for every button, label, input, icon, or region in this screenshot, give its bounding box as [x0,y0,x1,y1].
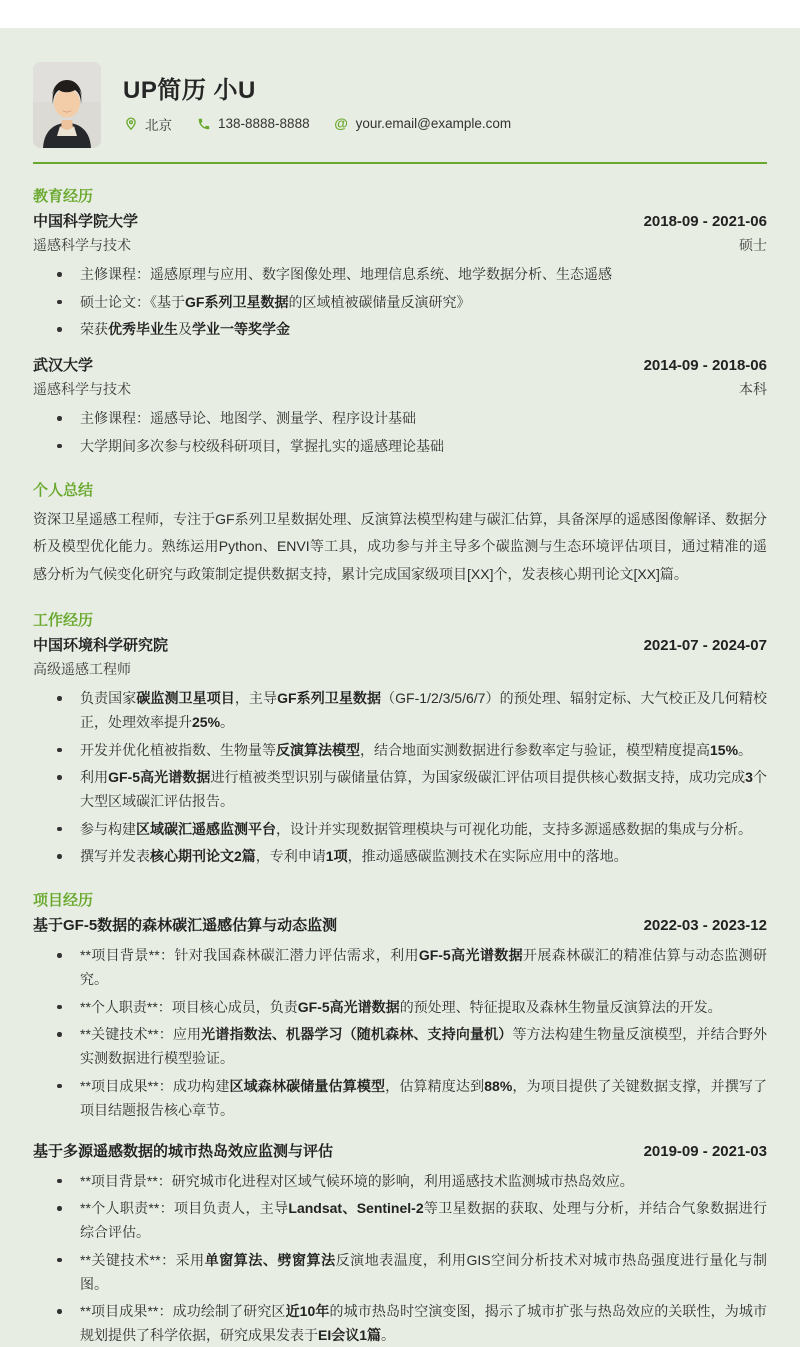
avatar [33,62,101,148]
section-projects [33,892,767,1347]
project-entry [33,1142,767,1347]
bullet-item: **个人职责**：项目核心成员，负责GF-5高光谱数据的预处理、特征提取及森林生物量反演算法的开发。 [33,995,767,1019]
contact-email [334,116,512,131]
phone-icon [196,116,211,131]
bullet-item: **项目背景**：研究城市化进程对区域气候环境的影响，利用遥感技术监测城市热岛效应。 [33,1169,767,1193]
degree: 硕士 [739,235,767,255]
bullet-item: 硕士论文：《基于GF系列卫星数据的区域植被碳储量反演研究》 [33,290,767,314]
work-period: 2021-07 - 2024-07 [644,636,767,656]
bullet-item: 荣获优秀毕业生及学业一等奖学金 [33,317,767,341]
candidate-name: UP简历 小U [123,77,767,105]
bullet-item: **关键技术**：应用光谱指数法、机器学习（随机森林、支持向量机）等方法构建生物量反演模型，并结合野外实测数据进行模型验证。 [33,1022,767,1070]
school-name: 武汉大学 [33,356,93,376]
company-name: 中国环境科学研究院 [33,636,168,656]
section-education [33,188,767,458]
section-title-summary: 个人总结 [33,482,767,500]
school-name: 中国科学院大学 [33,212,138,232]
bullet-item: **项目成果**：成功构建区域森林碳储量估算模型，估算精度达到88%，为项目提供了关键数据支撑，并撰写了项目结题报告核心章节。 [33,1074,767,1122]
bullet-item: **项目背景**：针对我国森林碳汇潜力评估需求，利用GF-5高光谱数据开展森林碳汇的精准估算与动态监测研究。 [33,943,767,991]
section-summary [33,482,767,589]
project-name: 基于多源遥感数据的城市热岛效应监测与评估 [33,1142,333,1162]
contact-row [123,114,767,134]
contact-email-text: your.email@example.com [356,116,512,131]
header-divider [33,162,767,164]
avatar-portrait-illustration [33,62,101,148]
bullet-item: 主修课程：遥感导论、地图学、测量学、程序设计基础 [33,406,767,430]
bullet-item: 大学期间多次参与校级科研项目，掌握扎实的遥感理论基础 [33,434,767,458]
education-entry [33,212,767,341]
bullet-item: **关键技术**：采用单窗算法、劈窗算法反演地表温度，利用GIS空间分析技术对城市热岛强度进行量化与制图。 [33,1248,767,1296]
education-entry [33,356,767,458]
project-name: 基于GF-5数据的森林碳汇遥感估算与动态监测 [33,916,337,936]
contact-location [123,114,172,134]
education-period: 2014-09 - 2018-06 [644,356,767,376]
contact-location-text: 北京 [145,114,172,134]
project-period: 2022-03 - 2023-12 [644,916,767,936]
contact-phone [196,116,310,131]
project-bullets [33,943,767,1122]
bullet-item: 利用GF-5高光谱数据进行植被类型识别与碳储量估算，为国家级碳汇评估项目提供核心数据支持，成功完成3个大型区域碳汇评估报告。 [33,765,767,813]
resume-header [33,62,767,148]
summary-paragraph: 资深卫星遥感工程师，专注于GF系列卫星数据处理、反演算法模型构建与碳汇估算，具备深厚的遥感图像解译、数据分析及模型优化能力。熟练运用Python、ENVI等工具，成功参与并主导多个碳监测与生态环境评估项目，通过精准的遥感分析为气候变化研究与政策制定提供数据支持，累计完成国家级项目[XX]个，发表核心期刊论文[XX]篇。 [33,506,767,589]
bullet-item: 开发并优化植被指数、生物量等反演算法模型，结合地面实测数据进行参数率定与验证，模型精度提高15%。 [33,738,767,762]
education-bullets [33,406,767,458]
project-bullets [33,1169,767,1347]
job-title: 高级遥感工程师 [33,659,131,679]
bullet-item: 参与构建区域碳汇遥感监测平台，设计并实现数据管理模块与可视化功能，支持多源遥感数据的集成与分析。 [33,817,767,841]
work-entry [33,636,767,868]
section-work [33,612,767,868]
location-pin-icon [123,116,138,131]
bullet-item: 撰写并发表核心期刊论文2篇，专利申请1项，推动遥感碳监测技术在实际应用中的落地。 [33,844,767,868]
bullet-item: 主修课程：遥感原理与应用、数字图像处理、地理信息系统、地学数据分析、生态遥感 [33,262,767,286]
bullet-item: 负责国家碳监测卫星项目，主导GF系列卫星数据（GF-1/2/3/5/6/7）的预处理、辐射定标、大气校正及几何精校正，处理效率提升25%。 [33,686,767,734]
section-title-education: 教育经历 [33,188,767,206]
header-text [123,77,767,134]
at-icon: @ [334,116,349,131]
bullet-item: **项目成果**：成功绘制了研究区近10年的城市热岛时空演变图，揭示了城市扩张与热岛效应的关联性，为城市规划提供了科学依据，研究成果发表于EI会议1篇。 [33,1299,767,1347]
project-period: 2019-09 - 2021-03 [644,1142,767,1162]
education-bullets [33,262,767,341]
contact-phone-text: 138-8888-8888 [218,116,310,131]
major: 遥感科学与技术 [33,379,131,399]
education-period: 2018-09 - 2021-06 [644,212,767,232]
resume-page [0,28,800,1347]
work-bullets [33,686,767,868]
degree: 本科 [739,379,767,399]
section-title-projects: 项目经历 [33,892,767,910]
major: 遥感科学与技术 [33,235,131,255]
section-title-work: 工作经历 [33,612,767,630]
project-entry [33,916,767,1122]
bullet-item: **个人职责**：项目负责人，主导Landsat、Sentinel-2等卫星数据的获取、处理与分析，并结合气象数据进行综合评估。 [33,1196,767,1244]
